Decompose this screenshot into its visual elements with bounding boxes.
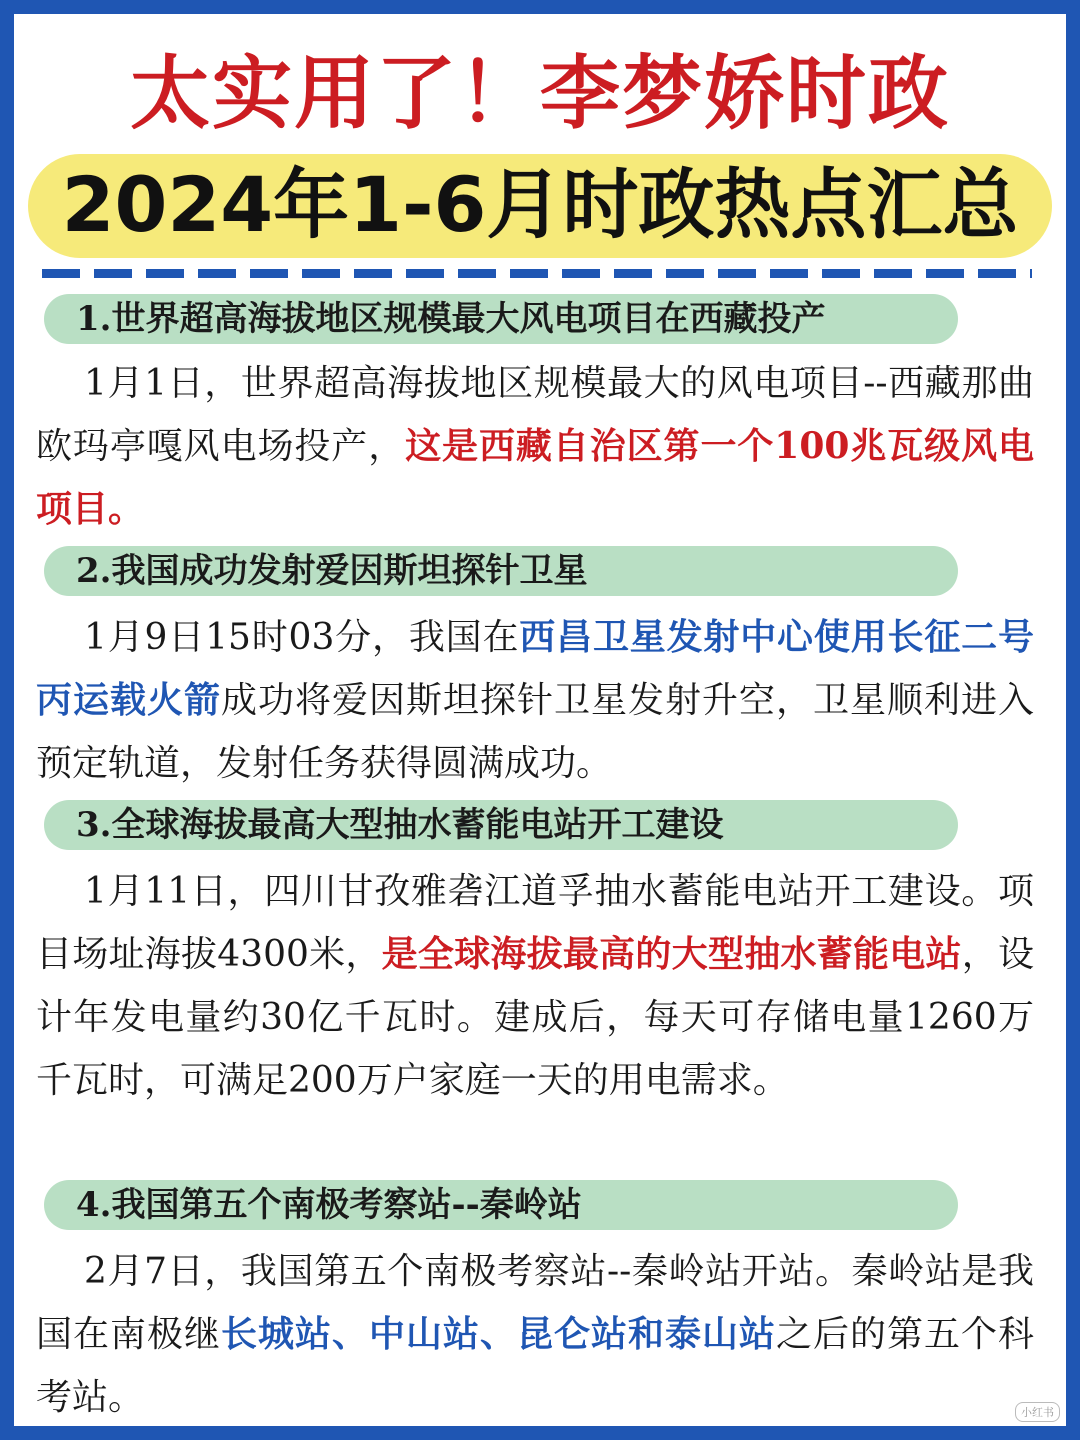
section-2-text-a: 1月9日15时03分，我国在	[84, 617, 520, 658]
section-4-blue-highlight: 长城站、中山站、昆仑站和泰山站	[221, 1313, 776, 1355]
watermark-logo: 小红书	[1015, 1402, 1060, 1422]
section-1-text: 1月1日，世界超高海拔地区规模最大的风电项目--西藏那曲欧玛亭嘎风电场投产，	[36, 363, 1034, 467]
section-1-red-highlight: 这是西藏自治区第一个100兆瓦级风电项目。	[36, 425, 1034, 530]
page-subtitle: 2024年1-6月时政热点汇总	[61, 160, 1019, 249]
section-body-3	[36, 860, 1034, 1112]
section-body-4	[36, 1240, 1034, 1429]
section-heading-2: 2.我国成功发射爱因斯坦探针卫星	[76, 551, 588, 591]
section-heading-3: 3.全球海拔最高大型抽水蓄能电站开工建设	[76, 805, 724, 845]
section-4-text-a: 2月7日，我国第五个南极考察站--秦岭站开站。秦岭站是我国在南极继	[36, 1251, 1034, 1355]
dashed-divider	[42, 269, 1032, 278]
section-body-2	[36, 606, 1034, 795]
page-title: 太实用了！李梦娇时政	[130, 47, 950, 140]
section-heading-1: 1.世界超高海拔地区规模最大风电项目在西藏投产	[76, 299, 826, 339]
section-3-text-b: ，设计年发电量约30亿千瓦时。建成后，每天可存储电量1260万千瓦时，可满足200万户家庭一天的用电需求。	[36, 934, 1034, 1101]
section-2-blue-highlight: 西昌卫星发射中心使用长征二号丙运载火箭	[36, 616, 1034, 721]
section-2-text-b: 成功将爱因斯坦探针卫星发射升空，卫星顺利进入预定轨道，发射任务获得圆满成功。	[36, 680, 1034, 784]
section-4-text-b: 之后的第五个科考站。	[36, 1314, 1034, 1418]
section-3-red-highlight: 是全球海拔最高的大型抽水蓄能电站	[381, 933, 962, 975]
section-heading-4: 4.我国第五个南极考察站--秦岭站	[76, 1185, 582, 1225]
section-body-1	[36, 352, 1034, 541]
section-3-text-a: 1月11日，四川甘孜雅砻江道孚抽水蓄能电站开工建设。项目场址海拔4300米，	[36, 871, 1034, 975]
